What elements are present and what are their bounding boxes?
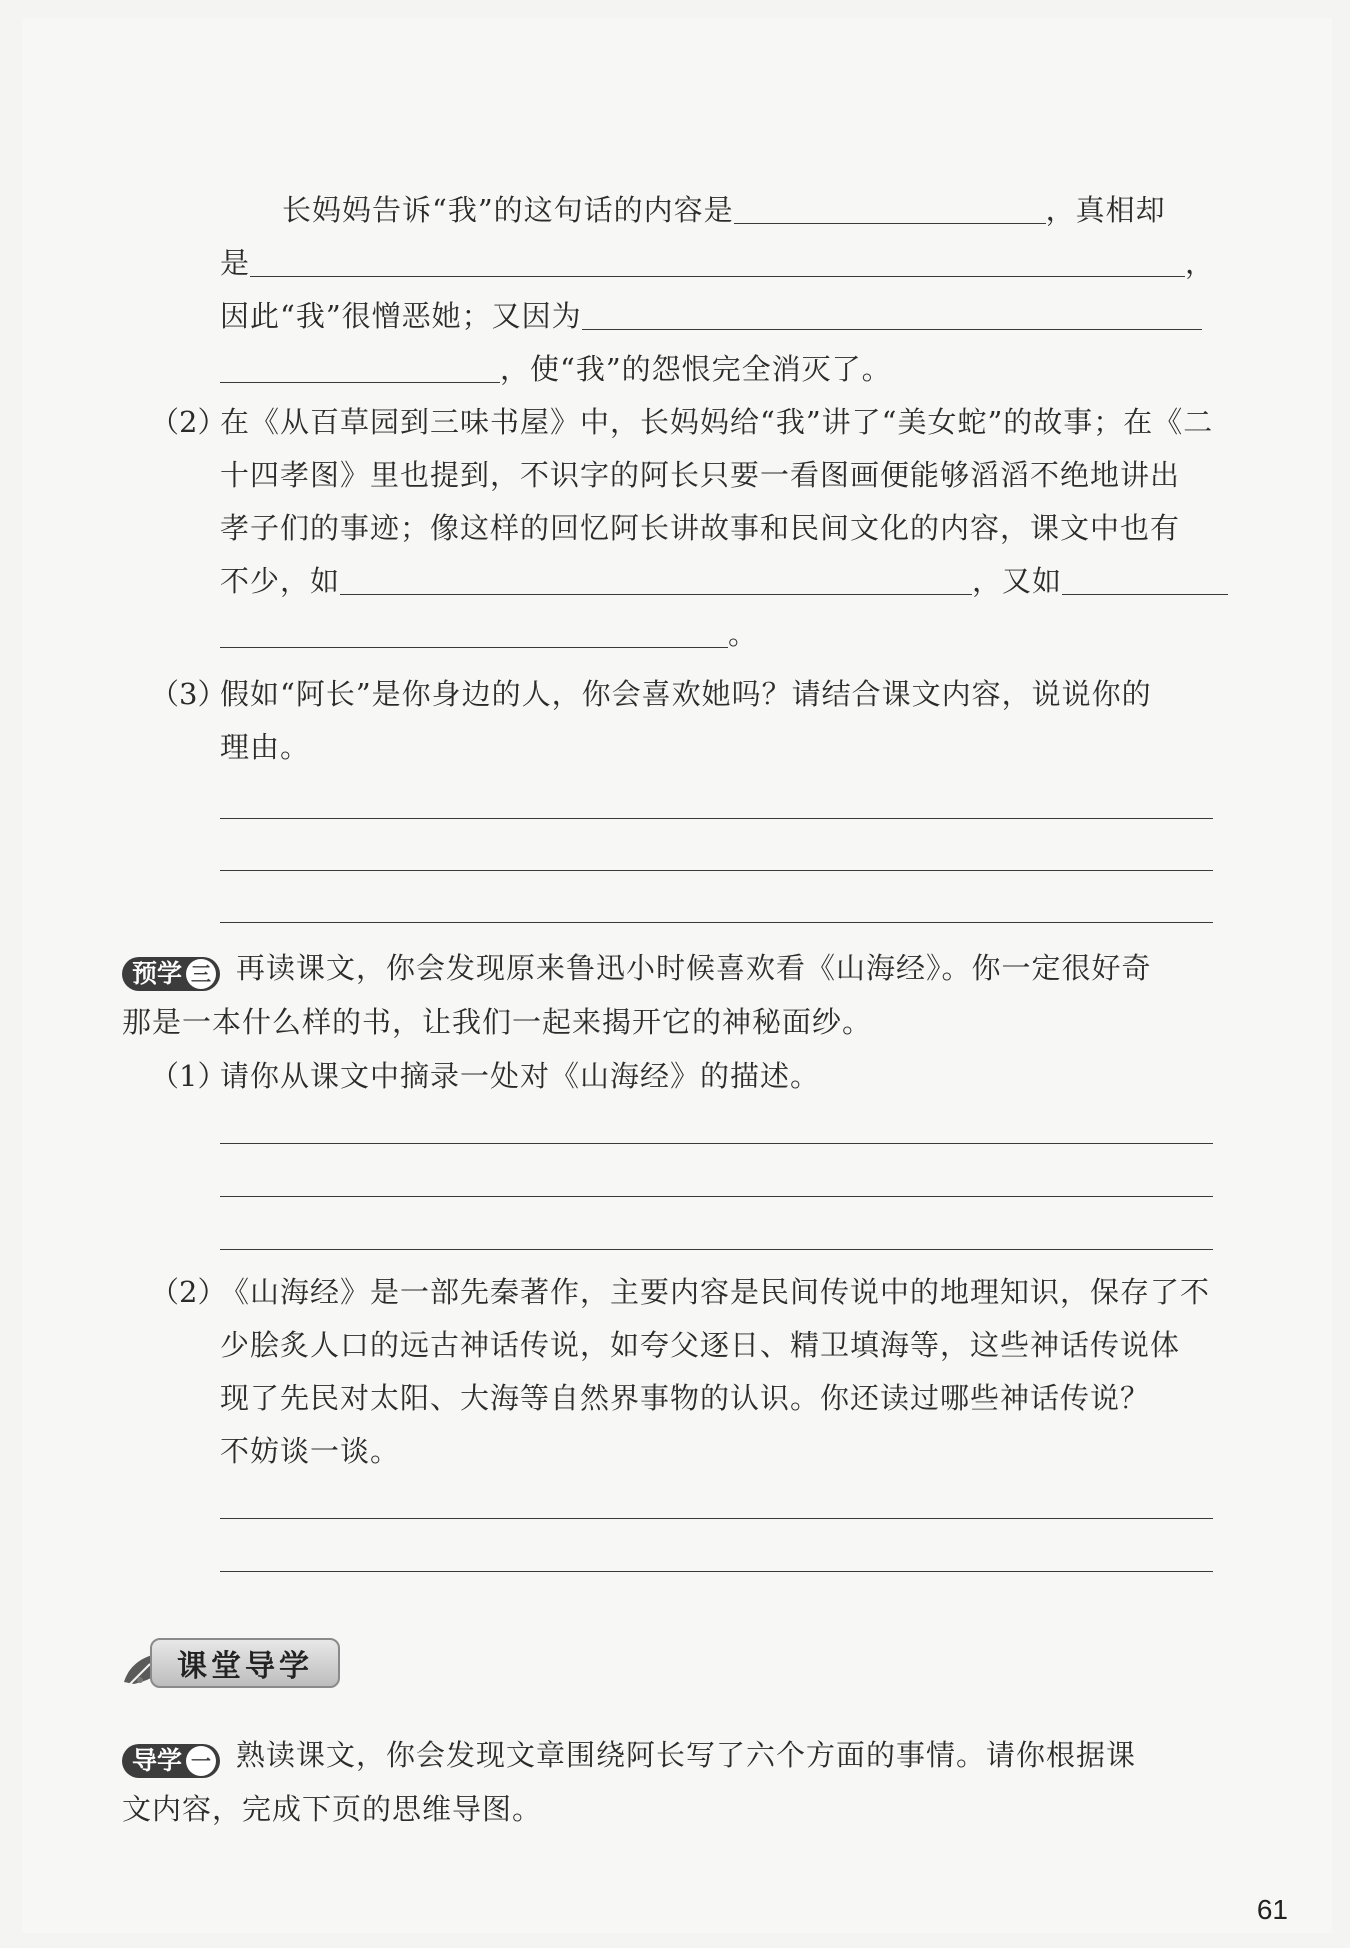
- yuxue3-q2-line-4: 不妨谈一谈。: [220, 1434, 401, 1468]
- badge-label: 预学: [132, 959, 183, 988]
- answer-blank[interactable]: [582, 299, 1202, 330]
- q1-line-2-tail: ，: [1185, 246, 1216, 280]
- yuxue3-q2-line-1: 《山海经》是一部先秦著作，主要内容是民间传说中的地理知识，保存了不: [220, 1275, 1211, 1309]
- answer-line[interactable]: [220, 1249, 1213, 1250]
- q1-line-1: [282, 190, 1166, 230]
- q3-line-1: 假如“阿长”是你身边的人，你会喜欢她吗？请结合课文内容，说说你的: [220, 677, 1152, 711]
- q1-line-4: [220, 349, 892, 389]
- yuxue3-line-2: 那是一本什么样的书，让我们一起来揭开它的神秘面纱。: [122, 1005, 873, 1039]
- q3-number: （3）: [150, 677, 227, 711]
- yuxue3-text-1: 再读课文，你会发现原来鲁迅小时候喜欢看《山海经》。你一定很好奇: [236, 951, 1152, 985]
- answer-blank[interactable]: [220, 352, 500, 383]
- answer-line[interactable]: [220, 922, 1213, 923]
- q2-line-5-tail: 。: [728, 617, 759, 651]
- q2-line-4: [220, 561, 1228, 601]
- q1-line-3-text: 因此“我”很憎恶她；又因为: [220, 299, 582, 333]
- section-title: 课堂导学: [150, 1638, 340, 1688]
- answer-blank[interactable]: [1062, 564, 1228, 595]
- yuxue3-badge: [122, 957, 220, 991]
- q1-line-3: [220, 296, 1202, 336]
- q2-line-4-mid: ，又如: [972, 564, 1063, 598]
- yuxue3-q2-line-3: 现了先民对太阳、大海等自然界事物的认识。你还读过哪些神话传说？: [220, 1381, 1151, 1415]
- q2-line-3: 孝子们的事迹；像这样的回忆阿长讲故事和民间文化的内容，课文中也有: [220, 511, 1181, 545]
- answer-blank[interactable]: [250, 246, 1185, 277]
- q1-line-2-text: 是: [220, 246, 251, 280]
- q2-line-5: [220, 614, 758, 654]
- answer-line[interactable]: [220, 818, 1213, 819]
- q2-line-1: 在《从百草园到三味书屋》中，长妈妈给“我”讲了“美女蛇”的故事；在《二: [220, 405, 1214, 439]
- badge-label: 导学: [132, 1746, 183, 1775]
- q3-line-2: 理由。: [220, 730, 311, 764]
- yuxue3-q2-line-2: 少脍炙人口的远古神话传说，如夸父逐日、精卫填海等，这些神话传说体: [220, 1328, 1181, 1362]
- answer-blank[interactable]: [340, 564, 972, 595]
- q2-number: （2）: [150, 405, 227, 439]
- page-number: 61: [1256, 1894, 1288, 1925]
- q1-line-2: [220, 243, 1215, 283]
- daoxue1-line-1: [122, 1735, 1136, 1778]
- yuxue3-q1-number: （1）: [150, 1059, 227, 1093]
- daoxue1-badge: [122, 1744, 220, 1778]
- yuxue3-q2-number: （2）: [150, 1275, 227, 1309]
- daoxue1-line-2: 文内容，完成下页的思维导图。: [122, 1792, 543, 1826]
- q1-line-4-text: ，使“我”的怨恨完全消灭了。: [500, 352, 892, 386]
- q2-line-2: 十四孝图》里也提到，不识字的阿长只要一看图画便能够滔滔不绝地讲出: [220, 458, 1181, 492]
- answer-line[interactable]: [220, 1571, 1213, 1572]
- yuxue3-q1-text: 请你从课文中摘录一处对《山海经》的描述。: [220, 1059, 821, 1093]
- answer-line[interactable]: [220, 1196, 1213, 1197]
- badge-number: 一: [186, 1746, 216, 1776]
- yuxue3-line-1: [122, 948, 1152, 991]
- q2-line-4-text: 不少，如: [220, 564, 341, 598]
- answer-line[interactable]: [220, 1518, 1213, 1519]
- section-banner: [120, 1632, 340, 1692]
- answer-blank[interactable]: [220, 617, 728, 648]
- daoxue1-text-1: 熟读课文，你会发现文章围绕阿长写了六个方面的事情。请你根据课: [236, 1738, 1137, 1772]
- q1-line-1-text: 长妈妈告诉“我”的这句话的内容是: [282, 193, 734, 227]
- answer-line[interactable]: [220, 1143, 1213, 1144]
- badge-number: 三: [186, 959, 216, 989]
- answer-blank[interactable]: [734, 193, 1046, 224]
- q1-line-1-tail: ，真相却: [1045, 193, 1166, 227]
- answer-line[interactable]: [220, 870, 1213, 871]
